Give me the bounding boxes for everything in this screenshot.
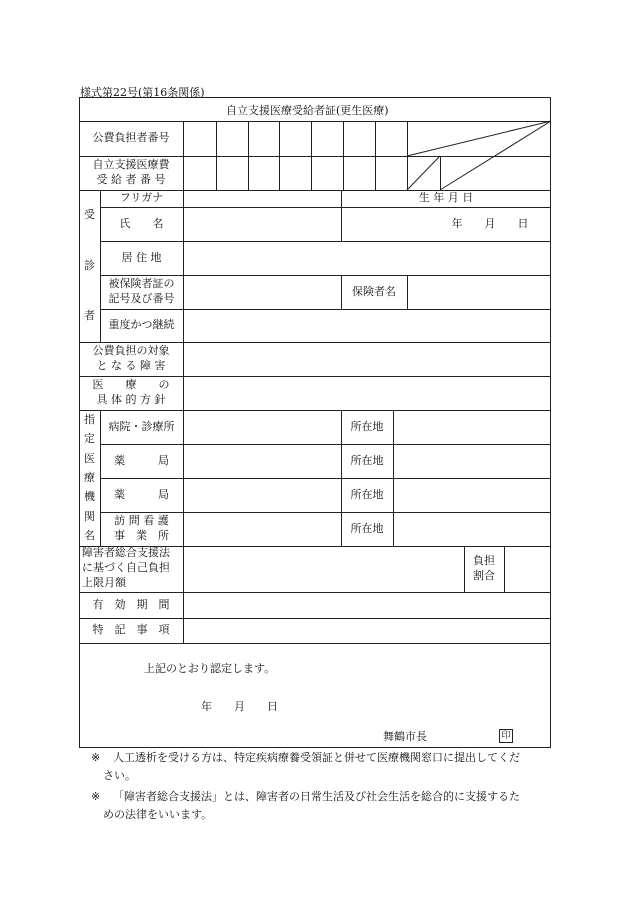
location-label-3: 所在地 [350,487,384,501]
special-remarks-label: 特 記 事 項 [92,623,170,637]
insured-card-label: 被保険者証の 記号及び番号 [108,277,175,305]
monthly-limit-label: 障害者総合支援法 に基づく自己負担 上限月額 [82,546,170,589]
location-label-2: 所在地 [350,453,384,467]
seal-mark: 印 [499,729,513,743]
patient-side-label: 受 診 者 [84,207,95,323]
treatment-plan-label: 医 療 の 具 体 的 方 針 [92,378,170,406]
birth-date-label: 生 年 月 日 [418,191,474,205]
severe-continuous-label: 重度かつ継続 [108,318,175,332]
note-1: ※ 人工透析を受ける方は、特定疾病療養受領証と併せて医療機関窓口に提出してくだ さい。 [91,751,520,782]
certification-text: 上記のとおり認定します。 [144,662,276,675]
hospital-label: 病院・診療所 [108,419,175,433]
form-number: 様式第22号(第16条関係) [80,86,205,99]
certificate-title: 自立支援医療受給者証(更生医療) [226,104,389,117]
location-label-1: 所在地 [350,419,384,433]
validity-period-label: 有 効 期 間 [92,597,170,611]
pharmacy-label-1: 薬 局 [114,453,169,467]
mayor-label: 舞鶴市長 [383,730,427,743]
furigana-label: フリガナ [119,191,164,205]
burden-ratio-label: 負担 割合 [473,554,495,582]
recipient-number-label: 自立支援医療費 受 給 者 番 号 [92,158,170,186]
name-label: 氏 名 [119,216,164,230]
target-disability-label: 公費負担の対象 と な る 障 害 [92,344,170,372]
note-2: ※ 「障害者総合支援法」とは、障害者の日常生活及び社会生活を総合的に支援するた めの法律をいいます。 [91,790,520,821]
certification-date: 年 月 日 [201,700,278,713]
birth-date-values: 年 月 日 [451,216,529,230]
pharmacy-label-2: 薬 局 [114,487,169,501]
designated-institution-side-label: 指 定 医 療 機 関 名 [84,412,95,543]
address-label: 居 住 地 [121,250,162,264]
location-label-4: 所在地 [350,521,384,535]
public-payer-number-label: 公費負担者番号 [92,131,170,145]
visiting-nursing-label: 訪 問 看 護 事 業 所 [114,514,169,542]
insurer-label: 保険者名 [352,284,396,298]
